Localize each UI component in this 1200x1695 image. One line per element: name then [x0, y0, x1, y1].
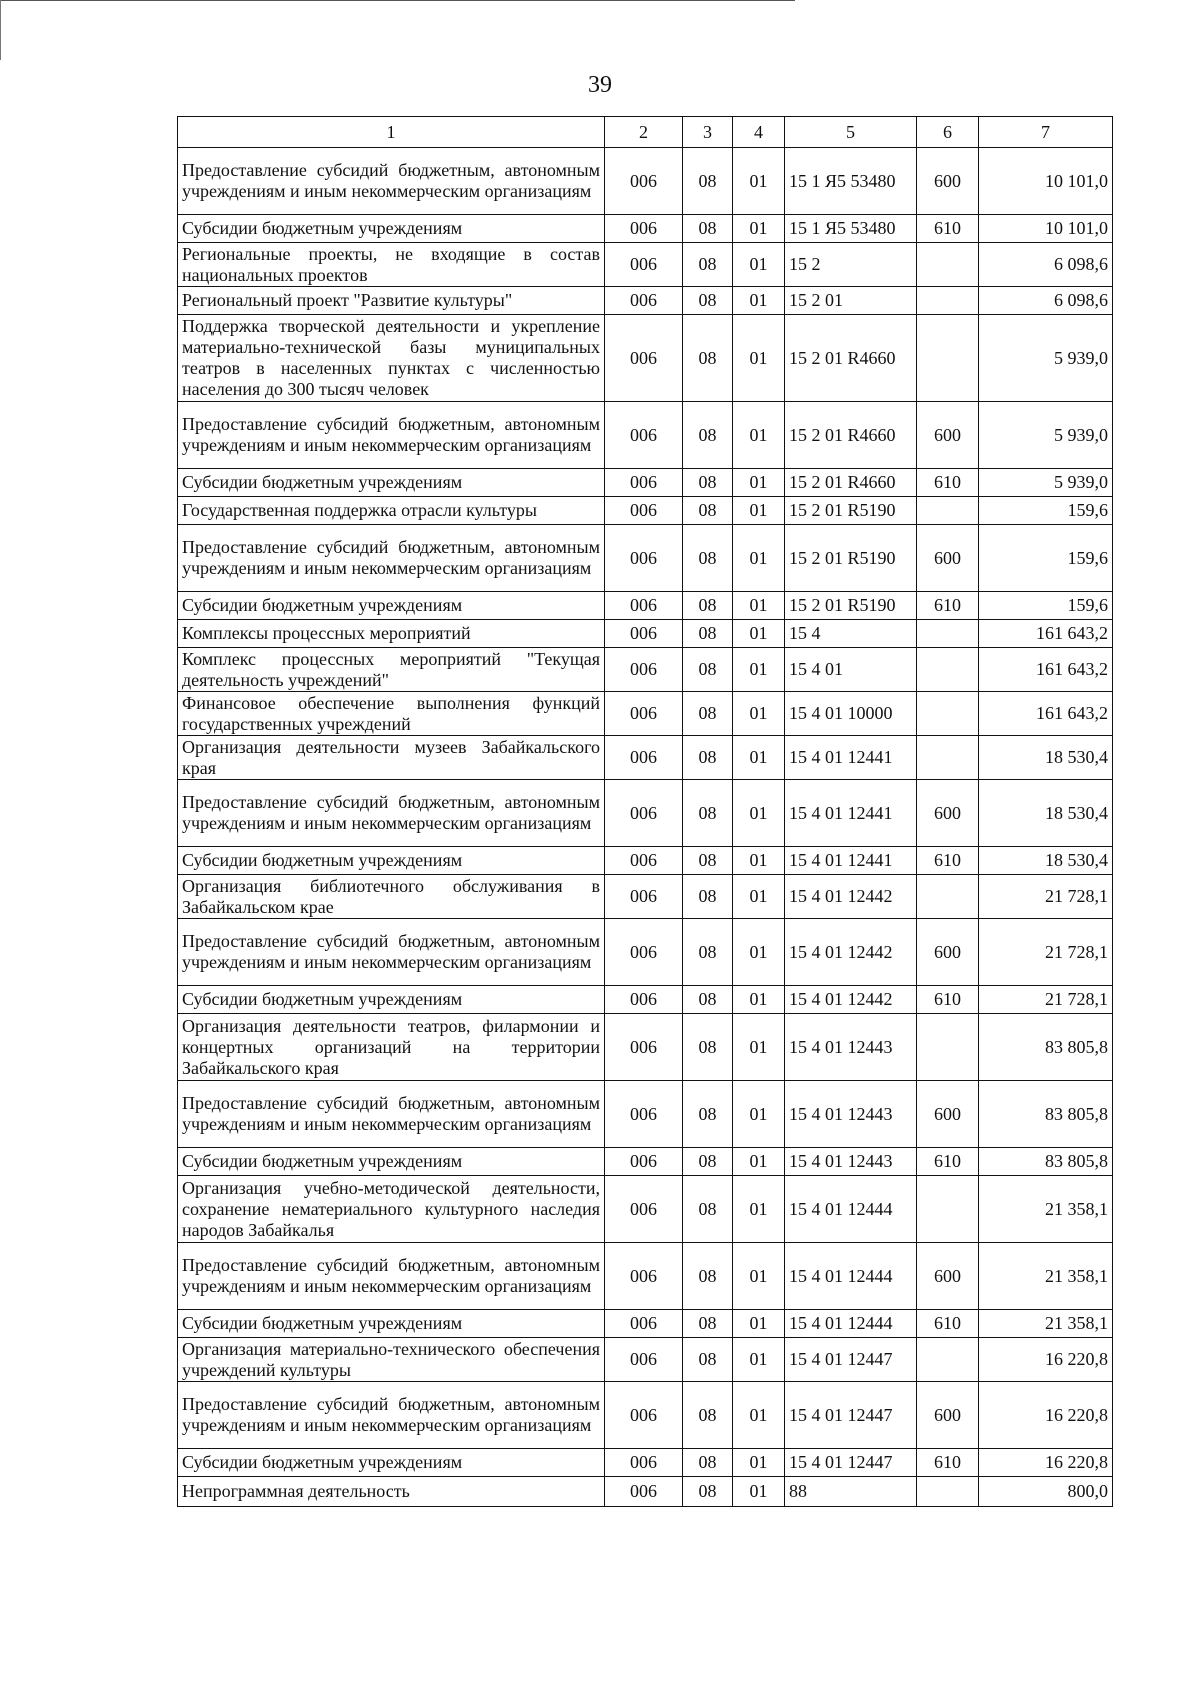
cell-expense-type: 610 [917, 215, 979, 243]
cell-section-code: 08 [683, 780, 733, 847]
cell-ministry-code: 006 [605, 215, 683, 243]
cell-amount: 21 358,1 [979, 1310, 1113, 1338]
cell-subsection-code: 01 [733, 648, 785, 692]
table-body [178, 148, 1113, 1507]
cell-subsection-code: 01 [733, 402, 785, 469]
cell-ministry-code: 006 [605, 736, 683, 780]
cell-target-article: 15 2 01 R4660 [785, 315, 917, 402]
column-header-6: 6 [917, 117, 979, 148]
cell-expense-type: 610 [917, 469, 979, 497]
cell-description: Субсидии бюджетным учреждениям [178, 1148, 605, 1176]
cell-ministry-code: 006 [605, 780, 683, 847]
cell-target-article: 15 4 01 12444 [785, 1243, 917, 1310]
cell-target-article: 15 4 01 12447 [785, 1449, 917, 1477]
cell-ministry-code: 006 [605, 1081, 683, 1148]
cell-target-article: 15 2 01 R4660 [785, 469, 917, 497]
cell-subsection-code: 01 [733, 287, 785, 315]
cell-target-article: 15 4 [785, 620, 917, 648]
cell-expense-type [917, 287, 979, 315]
cell-amount: 5 939,0 [979, 469, 1113, 497]
cell-ministry-code: 006 [605, 287, 683, 315]
cell-ministry-code: 006 [605, 1382, 683, 1449]
cell-subsection-code: 01 [733, 1310, 785, 1338]
cell-section-code: 08 [683, 402, 733, 469]
cell-amount: 159,6 [979, 592, 1113, 620]
cell-amount: 161 643,2 [979, 648, 1113, 692]
cell-subsection-code: 01 [733, 1338, 785, 1382]
cell-subsection-code: 01 [733, 780, 785, 847]
cell-expense-type: 610 [917, 986, 979, 1014]
cell-subsection-code: 01 [733, 315, 785, 402]
cell-target-article: 15 4 01 12443 [785, 1014, 917, 1081]
cell-description: Поддержка творческой деятельности и укрепление материально-технической базы муниципальных театров в населенных пунктах с численностью населения до 300 тысяч человек [178, 315, 605, 402]
cell-section-code: 08 [683, 215, 733, 243]
cell-subsection-code: 01 [733, 1081, 785, 1148]
cell-target-article: 88 [785, 1477, 917, 1507]
table-row [178, 215, 1113, 243]
cell-expense-type [917, 1176, 979, 1243]
cell-expense-type [917, 620, 979, 648]
cell-amount: 16 220,8 [979, 1449, 1113, 1477]
cell-target-article: 15 4 01 12447 [785, 1382, 917, 1449]
cell-amount: 6 098,6 [979, 243, 1113, 287]
cell-expense-type: 610 [917, 1148, 979, 1176]
cell-amount: 21 728,1 [979, 919, 1113, 986]
cell-ministry-code: 006 [605, 525, 683, 592]
table-row [178, 780, 1113, 847]
cell-section-code: 08 [683, 648, 733, 692]
cell-description: Региональный проект "Развитие культуры" [178, 287, 605, 315]
cell-description: Государственная поддержка отрасли культуры [178, 497, 605, 525]
cell-amount: 5 939,0 [979, 402, 1113, 469]
cell-subsection-code: 01 [733, 1176, 785, 1243]
cell-section-code: 08 [683, 1449, 733, 1477]
cell-description: Организация материально-технического обеспечения учреждений культуры [178, 1338, 605, 1382]
cell-target-article: 15 2 01 R4660 [785, 402, 917, 469]
cell-section-code: 08 [683, 148, 733, 215]
cell-target-article: 15 2 [785, 243, 917, 287]
table-row [178, 919, 1113, 986]
cell-subsection-code: 01 [733, 875, 785, 919]
cell-ministry-code: 006 [605, 875, 683, 919]
table-row [178, 1176, 1113, 1243]
cell-subsection-code: 01 [733, 215, 785, 243]
cell-amount: 83 805,8 [979, 1014, 1113, 1081]
cell-subsection-code: 01 [733, 243, 785, 287]
cell-section-code: 08 [683, 1176, 733, 1243]
cell-ministry-code: 006 [605, 620, 683, 648]
cell-description: Субсидии бюджетным учреждениям [178, 1310, 605, 1338]
cell-ministry-code: 006 [605, 847, 683, 875]
cell-description: Субсидии бюджетным учреждениям [178, 469, 605, 497]
cell-section-code: 08 [683, 875, 733, 919]
cell-amount: 161 643,2 [979, 692, 1113, 736]
cell-amount: 159,6 [979, 497, 1113, 525]
table-row [178, 1382, 1113, 1449]
cell-section-code: 08 [683, 1477, 733, 1507]
table-row [178, 986, 1113, 1014]
cell-section-code: 08 [683, 469, 733, 497]
cell-target-article: 15 4 01 12447 [785, 1338, 917, 1382]
table-row [178, 148, 1113, 215]
cell-target-article: 15 1 Я5 53480 [785, 148, 917, 215]
table-row [178, 1449, 1113, 1477]
cell-subsection-code: 01 [733, 1243, 785, 1310]
cell-section-code: 08 [683, 315, 733, 402]
cell-ministry-code: 006 [605, 919, 683, 986]
cell-amount: 83 805,8 [979, 1148, 1113, 1176]
cell-amount: 83 805,8 [979, 1081, 1113, 1148]
table-row [178, 497, 1113, 525]
cell-description: Субсидии бюджетным учреждениям [178, 847, 605, 875]
cell-section-code: 08 [683, 1382, 733, 1449]
cell-expense-type [917, 243, 979, 287]
cell-subsection-code: 01 [733, 986, 785, 1014]
cell-expense-type: 610 [917, 1449, 979, 1477]
cell-subsection-code: 01 [733, 1014, 785, 1081]
cell-description: Предоставление субсидий бюджетным, автономным учреждениям и иным некоммерческим организациям [178, 525, 605, 592]
table-row [178, 1243, 1113, 1310]
cell-subsection-code: 01 [733, 469, 785, 497]
column-header-5: 5 [785, 117, 917, 148]
cell-target-article: 15 4 01 10000 [785, 692, 917, 736]
cell-expense-type [917, 497, 979, 525]
cell-section-code: 08 [683, 1148, 733, 1176]
cell-ministry-code: 006 [605, 497, 683, 525]
cell-expense-type: 610 [917, 847, 979, 875]
table-row [178, 243, 1113, 287]
cell-target-article: 15 1 Я5 53480 [785, 215, 917, 243]
cell-section-code: 08 [683, 847, 733, 875]
cell-amount: 18 530,4 [979, 736, 1113, 780]
cell-ministry-code: 006 [605, 648, 683, 692]
table-row [178, 1310, 1113, 1338]
table-row [178, 1477, 1113, 1507]
cell-section-code: 08 [683, 243, 733, 287]
cell-section-code: 08 [683, 620, 733, 648]
cell-description: Предоставление субсидий бюджетным, автономным учреждениям и иным некоммерческим организациям [178, 780, 605, 847]
cell-amount: 159,6 [979, 525, 1113, 592]
cell-target-article: 15 4 01 [785, 648, 917, 692]
cell-ministry-code: 006 [605, 1310, 683, 1338]
scan-top-rule [0, 0, 795, 1]
cell-subsection-code: 01 [733, 1382, 785, 1449]
cell-expense-type: 600 [917, 1382, 979, 1449]
table-row [178, 525, 1113, 592]
cell-amount: 21 728,1 [979, 986, 1113, 1014]
cell-ministry-code: 006 [605, 148, 683, 215]
cell-description: Предоставление субсидий бюджетным, автономным учреждениям и иным некоммерческим организациям [178, 402, 605, 469]
cell-amount: 800,0 [979, 1477, 1113, 1507]
cell-subsection-code: 01 [733, 1449, 785, 1477]
cell-section-code: 08 [683, 592, 733, 620]
cell-expense-type: 600 [917, 919, 979, 986]
cell-amount: 161 643,2 [979, 620, 1113, 648]
cell-description: Финансовое обеспечение выполнения функций государственных учреждений [178, 692, 605, 736]
cell-subsection-code: 01 [733, 525, 785, 592]
cell-amount: 21 728,1 [979, 875, 1113, 919]
cell-amount: 21 358,1 [979, 1176, 1113, 1243]
table-row [178, 592, 1113, 620]
cell-subsection-code: 01 [733, 692, 785, 736]
cell-section-code: 08 [683, 986, 733, 1014]
cell-amount: 6 098,6 [979, 287, 1113, 315]
cell-subsection-code: 01 [733, 620, 785, 648]
cell-section-code: 08 [683, 1338, 733, 1382]
cell-subsection-code: 01 [733, 847, 785, 875]
cell-amount: 18 530,4 [979, 847, 1113, 875]
cell-section-code: 08 [683, 1310, 733, 1338]
column-header-2: 2 [605, 117, 683, 148]
cell-ministry-code: 006 [605, 592, 683, 620]
cell-section-code: 08 [683, 919, 733, 986]
table-row [178, 287, 1113, 315]
table-header-row [178, 117, 1113, 148]
cell-ministry-code: 006 [605, 1148, 683, 1176]
cell-section-code: 08 [683, 287, 733, 315]
cell-expense-type: 600 [917, 148, 979, 215]
cell-section-code: 08 [683, 1243, 733, 1310]
cell-section-code: 08 [683, 1081, 733, 1148]
cell-description: Предоставление субсидий бюджетным, автономным учреждениям и иным некоммерческим организациям [178, 1243, 605, 1310]
cell-target-article: 15 2 01 [785, 287, 917, 315]
cell-expense-type: 600 [917, 525, 979, 592]
cell-section-code: 08 [683, 1014, 733, 1081]
budget-table [177, 116, 1113, 1507]
cell-expense-type [917, 736, 979, 780]
table-row [178, 736, 1113, 780]
table-row [178, 847, 1113, 875]
cell-target-article: 15 4 01 12442 [785, 875, 917, 919]
cell-target-article: 15 4 01 12443 [785, 1081, 917, 1148]
cell-ministry-code: 006 [605, 1176, 683, 1243]
scan-left-edge [0, 0, 1, 60]
cell-subsection-code: 01 [733, 592, 785, 620]
table-row [178, 469, 1113, 497]
cell-amount: 18 530,4 [979, 780, 1113, 847]
table-row [178, 875, 1113, 919]
cell-ministry-code: 006 [605, 1014, 683, 1081]
cell-ministry-code: 006 [605, 402, 683, 469]
cell-subsection-code: 01 [733, 497, 785, 525]
cell-ministry-code: 006 [605, 243, 683, 287]
cell-section-code: 08 [683, 736, 733, 780]
cell-subsection-code: 01 [733, 1148, 785, 1176]
cell-description: Организация деятельности театров, филармонии и концертных организаций на территории Забайкальского края [178, 1014, 605, 1081]
cell-target-article: 15 4 01 12441 [785, 847, 917, 875]
column-header-1: 1 [178, 117, 605, 148]
cell-description: Организация библиотечного обслуживания в Забайкальском крае [178, 875, 605, 919]
cell-expense-type: 600 [917, 1243, 979, 1310]
cell-expense-type [917, 875, 979, 919]
table-row [178, 620, 1113, 648]
cell-amount: 10 101,0 [979, 148, 1113, 215]
cell-amount: 21 358,1 [979, 1243, 1113, 1310]
cell-expense-type: 600 [917, 1081, 979, 1148]
cell-description: Непрограммная деятельность [178, 1477, 605, 1507]
cell-target-article: 15 4 01 12441 [785, 780, 917, 847]
cell-description: Субсидии бюджетным учреждениям [178, 986, 605, 1014]
cell-description: Предоставление субсидий бюджетным, автономным учреждениям и иным некоммерческим организациям [178, 148, 605, 215]
column-header-3: 3 [683, 117, 733, 148]
table-row [178, 1081, 1113, 1148]
cell-ministry-code: 006 [605, 1477, 683, 1507]
cell-target-article: 15 4 01 12443 [785, 1148, 917, 1176]
cell-ministry-code: 006 [605, 1449, 683, 1477]
cell-amount: 5 939,0 [979, 315, 1113, 402]
cell-subsection-code: 01 [733, 148, 785, 215]
cell-description: Комплексы процессных мероприятий [178, 620, 605, 648]
cell-target-article: 15 4 01 12442 [785, 919, 917, 986]
cell-section-code: 08 [683, 497, 733, 525]
cell-expense-type [917, 315, 979, 402]
cell-target-article: 15 2 01 R5190 [785, 497, 917, 525]
table-row [178, 315, 1113, 402]
cell-ministry-code: 006 [605, 469, 683, 497]
cell-target-article: 15 4 01 12444 [785, 1176, 917, 1243]
cell-amount: 16 220,8 [979, 1382, 1113, 1449]
cell-ministry-code: 006 [605, 1338, 683, 1382]
cell-expense-type [917, 1477, 979, 1507]
cell-amount: 16 220,8 [979, 1338, 1113, 1382]
cell-target-article: 15 2 01 R5190 [785, 592, 917, 620]
cell-description: Субсидии бюджетным учреждениям [178, 592, 605, 620]
cell-description: Организация деятельности музеев Забайкальского края [178, 736, 605, 780]
cell-description: Организация учебно-методической деятельности, сохранение нематериального культурного наследия народов Забайкалья [178, 1176, 605, 1243]
cell-target-article: 15 4 01 12442 [785, 986, 917, 1014]
cell-expense-type [917, 1014, 979, 1081]
cell-description: Предоставление субсидий бюджетным, автономным учреждениям и иным некоммерческим организациям [178, 1382, 605, 1449]
cell-description: Региональные проекты, не входящие в состав национальных проектов [178, 243, 605, 287]
cell-expense-type: 610 [917, 1310, 979, 1338]
cell-ministry-code: 006 [605, 315, 683, 402]
cell-ministry-code: 006 [605, 1243, 683, 1310]
cell-ministry-code: 006 [605, 986, 683, 1014]
cell-description: Субсидии бюджетным учреждениям [178, 1449, 605, 1477]
cell-subsection-code: 01 [733, 919, 785, 986]
table-row [178, 1338, 1113, 1382]
cell-description: Предоставление субсидий бюджетным, автономным учреждениям и иным некоммерческим организациям [178, 919, 605, 986]
table-row [178, 1014, 1113, 1081]
cell-description: Субсидии бюджетным учреждениям [178, 215, 605, 243]
cell-target-article: 15 4 01 12441 [785, 736, 917, 780]
cell-ministry-code: 006 [605, 692, 683, 736]
column-header-7: 7 [979, 117, 1113, 148]
column-header-4: 4 [733, 117, 785, 148]
cell-target-article: 15 2 01 R5190 [785, 525, 917, 592]
table-row [178, 1148, 1113, 1176]
cell-expense-type: 600 [917, 402, 979, 469]
table-row [178, 692, 1113, 736]
table-row [178, 648, 1113, 692]
cell-amount: 10 101,0 [979, 215, 1113, 243]
cell-subsection-code: 01 [733, 1477, 785, 1507]
cell-expense-type [917, 1338, 979, 1382]
cell-expense-type [917, 648, 979, 692]
cell-description: Предоставление субсидий бюджетным, автономным учреждениям и иным некоммерческим организациям [178, 1081, 605, 1148]
cell-target-article: 15 4 01 12444 [785, 1310, 917, 1338]
table-row [178, 402, 1113, 469]
page-number: 39 [588, 72, 612, 98]
cell-expense-type: 600 [917, 780, 979, 847]
cell-expense-type: 610 [917, 592, 979, 620]
cell-expense-type [917, 692, 979, 736]
cell-section-code: 08 [683, 692, 733, 736]
cell-subsection-code: 01 [733, 736, 785, 780]
cell-description: Комплекс процессных мероприятий "Текущая деятельность учреждений" [178, 648, 605, 692]
cell-section-code: 08 [683, 525, 733, 592]
